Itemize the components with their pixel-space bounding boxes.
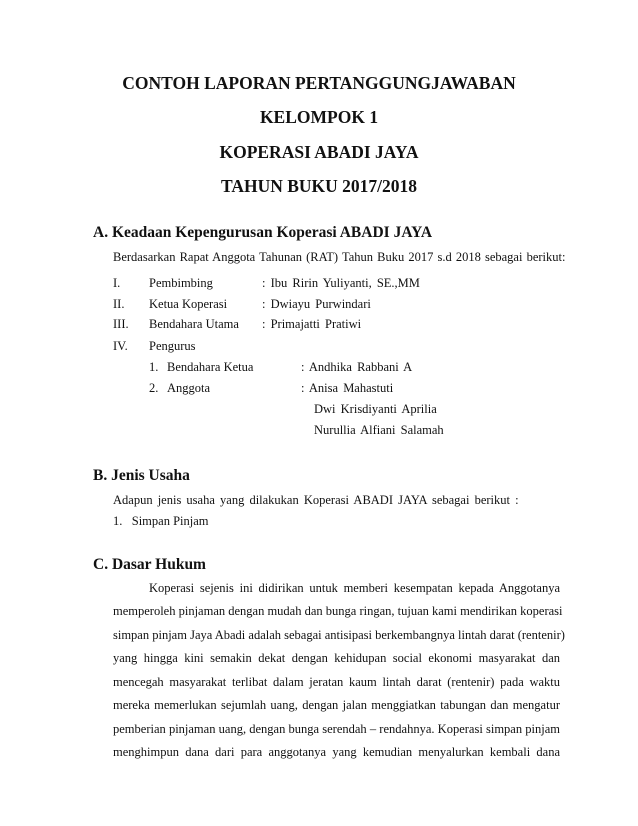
list-item-value: : Primajatti Pratiwi <box>262 317 362 331</box>
paragraph-line: mereka memerlukan sejumlah uang, dengan jalan menggiatkan tabungan dan mengatur <box>113 698 560 712</box>
paragraph-line: simpan pinjam Jaya Abadi adalah sebagai antisipasi berkembangnya lintah darat (rentenir) <box>113 628 565 642</box>
member-name: Dwi Krisdiyanti Aprilia <box>314 402 437 416</box>
section-b-intro: Adapun jenis usaha yang dilakukan Koperasi ABADI JAYA sebagai berikut : <box>113 493 519 507</box>
section-c-heading: C. Dasar Hukum <box>93 556 206 573</box>
paragraph-line: mencegah masyarakat terlibat dalam jeratan kaum lintah darat (rentenir) pada waktu <box>113 675 560 689</box>
member-name: Nurullia Alfiani Salamah <box>314 423 444 437</box>
list-item-value: : Ibu Ririn Yuliyanti, SE.,MM <box>262 276 420 290</box>
paragraph-line: menghimpun dana dari para anggotanya yang kemudian menyalurkan kembali dana <box>113 745 560 759</box>
list-item-label: Pembimbing <box>149 276 213 290</box>
fiscal-year-title: TAHUN BUKU 2017/2018 <box>220 176 418 196</box>
business-item: 1. Simpan Pinjam <box>113 514 209 528</box>
section-b-heading: B. Jenis Usaha <box>93 467 190 484</box>
list-item-label: Pengurus <box>149 339 196 353</box>
sub-list-item-number: 2. <box>149 381 159 395</box>
list-item-value: : Dwiayu Purwindari <box>262 297 371 311</box>
list-item-number: IV. <box>113 339 128 353</box>
sub-list-item-label: Bendahara Ketua <box>167 360 254 374</box>
cooperative-title: KOPERASI ABADI JAYA <box>219 142 419 162</box>
list-item-label: Ketua Koperasi <box>149 297 228 311</box>
paragraph-line: memperoleh pinjaman dengan mudah dan bunga ringan, tujuan kami mendirikan koperasi <box>113 604 563 618</box>
list-item-number: I. <box>113 276 121 290</box>
list-item-number: III. <box>113 317 129 331</box>
list-item-label: Bendahara Utama <box>149 317 239 331</box>
list-item-number: II. <box>113 297 125 311</box>
section-a-heading: A. Keadaan Kepengurusan Koperasi ABADI JAYA <box>93 224 433 241</box>
paragraph-line: pemberian pinjaman uang, dengan bunga serendah – rendahnya. Koperasi simpan pinjam <box>113 722 560 736</box>
paragraph-line: Koperasi sejenis ini didirikan untuk memberi kesempatan kepada Anggotanya <box>149 581 560 595</box>
section-a-intro: Berdasarkan Rapat Anggota Tahunan (RAT) Tahun Buku 2017 s.d 2018 sebagai berikut: <box>113 250 566 264</box>
group-title: KELOMPOK 1 <box>259 107 379 127</box>
sub-list-item-value: : Andhika Rabbani A <box>301 360 413 374</box>
report-title: CONTOH LAPORAN PERTANGGUNGJAWABAN <box>122 73 516 93</box>
sub-list-item-number: 1. <box>149 360 159 374</box>
paragraph-line: yang hingga kini semakin dekat dengan kehidupan social ekonomi masyarakat dan <box>113 651 560 665</box>
sub-list-item-value: : Anisa Mahastuti <box>301 381 394 395</box>
sub-list-item-label: Anggota <box>167 381 211 395</box>
